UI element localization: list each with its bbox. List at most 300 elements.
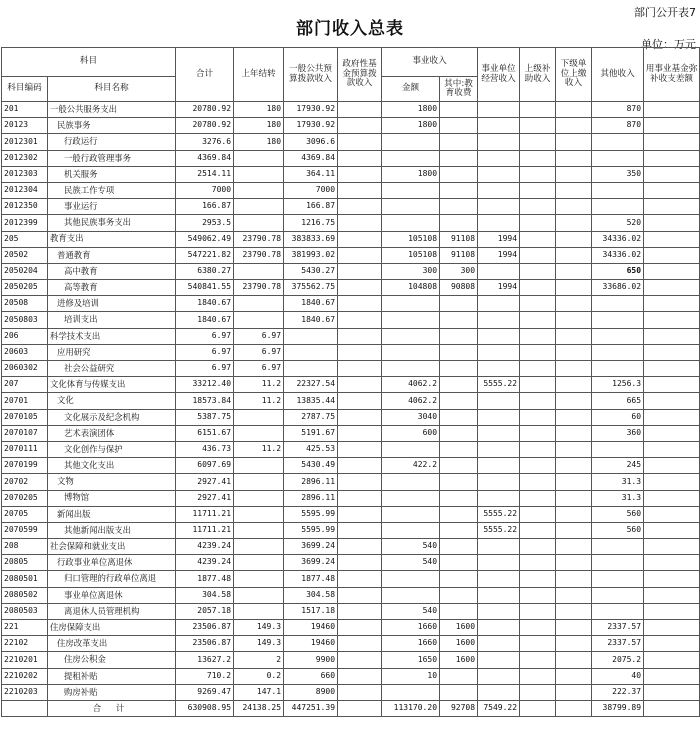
row-edu-fee: 1600 (440, 620, 478, 636)
row-name: 科学技术支出 (48, 328, 176, 344)
row-edu-fee: 90808 (440, 280, 478, 296)
header-lower-unit: 下级单位上缴收入 (556, 48, 592, 102)
row-higher-subsidy (520, 409, 556, 425)
row-fund-deficit (644, 231, 700, 247)
row-fund-deficit (644, 555, 700, 571)
row-gov-fund (338, 620, 382, 636)
row-amount: 540 (382, 539, 440, 555)
row-amount: 3040 (382, 409, 440, 425)
row-operating (478, 118, 520, 134)
row-code: 22102 (2, 636, 48, 652)
row-name: 归口管理的行政单位离退 (48, 571, 176, 587)
row-total: 1840.67 (176, 312, 234, 328)
row-amount: 600 (382, 425, 440, 441)
row-other (592, 571, 644, 587)
row-total: 23506.87 (176, 620, 234, 636)
row-operating (478, 458, 520, 474)
row-fund-deficit (644, 118, 700, 134)
row-general-budget: 4369.84 (284, 150, 338, 166)
row-higher-subsidy (520, 490, 556, 506)
row-gov-fund (338, 231, 382, 247)
row-operating (478, 425, 520, 441)
table-row (2, 458, 700, 474)
row-edu-fee (440, 458, 478, 474)
row-gov-fund (338, 118, 382, 134)
row-total: 166.87 (176, 199, 234, 215)
row-total: 2927.41 (176, 490, 234, 506)
row-amount (382, 134, 440, 150)
row-edu-fee (440, 668, 478, 684)
row-general-budget: 17930.92 (284, 118, 338, 134)
table-row (2, 296, 700, 312)
row-name: 住房改革支出 (48, 636, 176, 652)
row-operating (478, 652, 520, 668)
row-general-budget: 364.11 (284, 166, 338, 182)
table-row (2, 441, 700, 457)
row-lower-unit (556, 328, 592, 344)
totals-edu-fee: 92708 (440, 700, 478, 716)
row-higher-subsidy (520, 506, 556, 522)
row-total: 4239.24 (176, 539, 234, 555)
row-name: 普通教育 (48, 247, 176, 263)
row-name: 社会公益研究 (48, 361, 176, 377)
row-lower-unit (556, 361, 592, 377)
row-operating: 1994 (478, 280, 520, 296)
row-gov-fund (338, 344, 382, 360)
row-edu-fee (440, 441, 478, 457)
table-row (2, 652, 700, 668)
row-general-budget: 22327.54 (284, 377, 338, 393)
row-higher-subsidy (520, 571, 556, 587)
row-lower-unit (556, 247, 592, 263)
row-carryover (234, 409, 284, 425)
row-higher-subsidy (520, 684, 556, 700)
row-code: 2060302 (2, 361, 48, 377)
row-name: 购房补贴 (48, 684, 176, 700)
row-general-budget: 304.58 (284, 587, 338, 603)
totals-general-budget: 447251.39 (284, 700, 338, 716)
row-name: 住房保障支出 (48, 620, 176, 636)
row-operating (478, 393, 520, 409)
row-total: 7000 (176, 182, 234, 198)
row-edu-fee (440, 539, 478, 555)
row-gov-fund (338, 199, 382, 215)
table-row (2, 377, 700, 393)
row-carryover (234, 555, 284, 571)
row-code: 20123 (2, 118, 48, 134)
row-name: 教育支出 (48, 231, 176, 247)
table-reference: 部门公开表7 (634, 6, 696, 19)
row-lower-unit (556, 182, 592, 198)
row-carryover: 6.97 (234, 328, 284, 344)
row-code: 2070105 (2, 409, 48, 425)
row-carryover: 149.3 (234, 620, 284, 636)
row-gov-fund (338, 458, 382, 474)
row-operating (478, 199, 520, 215)
row-fund-deficit (644, 361, 700, 377)
row-higher-subsidy (520, 166, 556, 182)
header-business-income: 事业收入 (382, 48, 478, 77)
row-other: 650 (592, 263, 644, 279)
header-name: 科目名称 (48, 77, 176, 102)
table-row (2, 280, 700, 296)
row-carryover: 23790.78 (234, 231, 284, 247)
row-carryover (234, 539, 284, 555)
row-name: 民族工作专项 (48, 182, 176, 198)
row-lower-unit (556, 522, 592, 538)
row-operating: 1994 (478, 231, 520, 247)
row-lower-unit (556, 377, 592, 393)
row-fund-deficit (644, 620, 700, 636)
row-carryover: 180 (234, 118, 284, 134)
row-code: 206 (2, 328, 48, 344)
row-name: 文化 (48, 393, 176, 409)
row-other (592, 312, 644, 328)
row-gov-fund (338, 296, 382, 312)
row-fund-deficit (644, 328, 700, 344)
row-total: 6.97 (176, 328, 234, 344)
row-edu-fee (440, 361, 478, 377)
row-other (592, 539, 644, 555)
row-fund-deficit (644, 102, 700, 118)
row-general-budget: 2896.11 (284, 474, 338, 490)
row-operating (478, 603, 520, 619)
row-amount (382, 490, 440, 506)
totals-other: 38799.89 (592, 700, 644, 716)
row-carryover (234, 425, 284, 441)
row-fund-deficit (644, 199, 700, 215)
row-gov-fund (338, 684, 382, 700)
table-row (2, 506, 700, 522)
row-total: 6.97 (176, 361, 234, 377)
row-higher-subsidy (520, 555, 556, 571)
table-row (2, 215, 700, 231)
row-total: 33212.40 (176, 377, 234, 393)
row-general-budget: 383833.69 (284, 231, 338, 247)
row-gov-fund (338, 166, 382, 182)
row-amount: 4062.2 (382, 393, 440, 409)
row-higher-subsidy (520, 263, 556, 279)
row-general-budget: 5595.99 (284, 522, 338, 538)
row-edu-fee (440, 571, 478, 587)
row-higher-subsidy (520, 312, 556, 328)
row-name: 住房公积金 (48, 652, 176, 668)
row-fund-deficit (644, 182, 700, 198)
row-higher-subsidy (520, 425, 556, 441)
totals-total: 630908.95 (176, 700, 234, 716)
row-fund-deficit (644, 539, 700, 555)
row-gov-fund (338, 571, 382, 587)
row-other (592, 587, 644, 603)
row-lower-unit (556, 199, 592, 215)
row-name: 艺术表演团体 (48, 425, 176, 441)
row-name: 一般行政管理事务 (48, 150, 176, 166)
row-gov-fund (338, 182, 382, 198)
row-name: 社会保障和就业支出 (48, 539, 176, 555)
row-code: 2070205 (2, 490, 48, 506)
row-carryover: 6.97 (234, 344, 284, 360)
row-total: 6151.67 (176, 425, 234, 441)
row-higher-subsidy (520, 247, 556, 263)
row-lower-unit (556, 539, 592, 555)
row-lower-unit (556, 150, 592, 166)
table-row (2, 620, 700, 636)
row-general-budget: 2896.11 (284, 490, 338, 506)
row-gov-fund (338, 490, 382, 506)
header-edu-fee: 其中:教育收费 (440, 77, 478, 102)
row-general-budget: 17930.92 (284, 102, 338, 118)
row-fund-deficit (644, 312, 700, 328)
row-fund-deficit (644, 587, 700, 603)
row-amount: 1660 (382, 636, 440, 652)
table-row (2, 134, 700, 150)
row-fund-deficit (644, 425, 700, 441)
row-other (592, 344, 644, 360)
row-carryover (234, 312, 284, 328)
row-fund-deficit (644, 344, 700, 360)
row-amount (382, 522, 440, 538)
row-general-budget: 5430.49 (284, 458, 338, 474)
row-other: 1256.3 (592, 377, 644, 393)
row-general-budget: 5191.67 (284, 425, 338, 441)
table-row (2, 182, 700, 198)
row-gov-fund (338, 539, 382, 555)
table-row (2, 636, 700, 652)
row-higher-subsidy (520, 377, 556, 393)
row-carryover: 149.3 (234, 636, 284, 652)
row-name: 事业运行 (48, 199, 176, 215)
row-other: 350 (592, 166, 644, 182)
page-title: 部门收入总表 (296, 19, 404, 39)
row-general-budget: 381993.02 (284, 247, 338, 263)
row-name: 进修及培训 (48, 296, 176, 312)
row-amount (382, 215, 440, 231)
row-gov-fund (338, 668, 382, 684)
unit-label: 单位：万元 (641, 38, 696, 51)
table-row (2, 247, 700, 263)
row-carryover (234, 263, 284, 279)
table-row (2, 199, 700, 215)
row-edu-fee: 300 (440, 263, 478, 279)
row-higher-subsidy (520, 539, 556, 555)
row-lower-unit (556, 684, 592, 700)
row-total: 11711.21 (176, 522, 234, 538)
table-row (2, 393, 700, 409)
row-operating (478, 312, 520, 328)
row-other: 34336.02 (592, 247, 644, 263)
header-fund-deficit: 用事业基金弥补收支差额 (644, 48, 700, 102)
row-amount (382, 312, 440, 328)
table-row (2, 361, 700, 377)
row-fund-deficit (644, 684, 700, 700)
header-gov-fund: 政府性基金预算拨款收入 (338, 48, 382, 102)
row-carryover: 0.2 (234, 668, 284, 684)
row-total: 20780.92 (176, 118, 234, 134)
row-edu-fee (440, 102, 478, 118)
row-other: 870 (592, 102, 644, 118)
row-total: 5387.75 (176, 409, 234, 425)
row-amount: 4062.2 (382, 377, 440, 393)
row-other: 222.37 (592, 684, 644, 700)
row-code: 20701 (2, 393, 48, 409)
table-row (2, 522, 700, 538)
row-edu-fee (440, 603, 478, 619)
row-gov-fund (338, 312, 382, 328)
row-code: 2080501 (2, 571, 48, 587)
row-higher-subsidy (520, 587, 556, 603)
row-fund-deficit (644, 490, 700, 506)
row-carryover (234, 150, 284, 166)
row-carryover (234, 199, 284, 215)
row-general-budget: 3096.6 (284, 134, 338, 150)
row-total: 2514.11 (176, 166, 234, 182)
row-code: 2070107 (2, 425, 48, 441)
row-amount (382, 441, 440, 457)
table-row (2, 539, 700, 555)
row-edu-fee (440, 393, 478, 409)
row-name: 行政运行 (48, 134, 176, 150)
row-operating (478, 555, 520, 571)
row-operating (478, 182, 520, 198)
row-operating (478, 361, 520, 377)
row-carryover (234, 490, 284, 506)
row-fund-deficit (644, 458, 700, 474)
row-general-budget: 5430.27 (284, 263, 338, 279)
row-total: 540841.55 (176, 280, 234, 296)
row-total: 2927.41 (176, 474, 234, 490)
row-total: 6380.27 (176, 263, 234, 279)
row-other: 560 (592, 522, 644, 538)
row-higher-subsidy (520, 182, 556, 198)
row-carryover (234, 603, 284, 619)
header-code: 科目编码 (2, 77, 48, 102)
header-row-1 (2, 48, 700, 77)
row-carryover: 11.2 (234, 441, 284, 457)
row-total: 304.58 (176, 587, 234, 603)
row-lower-unit (556, 652, 592, 668)
table-row (2, 409, 700, 425)
row-higher-subsidy (520, 620, 556, 636)
row-total: 2953.5 (176, 215, 234, 231)
row-gov-fund (338, 555, 382, 571)
row-higher-subsidy (520, 474, 556, 490)
row-code: 2070199 (2, 458, 48, 474)
row-name: 高中教育 (48, 263, 176, 279)
row-code: 205 (2, 231, 48, 247)
row-gov-fund (338, 506, 382, 522)
row-code: 2050205 (2, 280, 48, 296)
row-gov-fund (338, 636, 382, 652)
row-amount (382, 587, 440, 603)
row-other (592, 199, 644, 215)
row-amount (382, 344, 440, 360)
row-other: 31.3 (592, 474, 644, 490)
row-code: 2012350 (2, 199, 48, 215)
row-other (592, 150, 644, 166)
row-fund-deficit (644, 134, 700, 150)
table-row (2, 490, 700, 506)
row-other: 245 (592, 458, 644, 474)
row-operating (478, 328, 520, 344)
row-lower-unit (556, 166, 592, 182)
totals-lower-unit (556, 700, 592, 716)
row-higher-subsidy (520, 393, 556, 409)
row-code: 20702 (2, 474, 48, 490)
row-lower-unit (556, 603, 592, 619)
row-operating (478, 620, 520, 636)
row-operating (478, 636, 520, 652)
row-name: 文化体育与传媒支出 (48, 377, 176, 393)
row-gov-fund (338, 409, 382, 425)
row-fund-deficit (644, 150, 700, 166)
row-carryover (234, 587, 284, 603)
table-row (2, 312, 700, 328)
row-general-budget: 9900 (284, 652, 338, 668)
row-operating (478, 684, 520, 700)
row-lower-unit (556, 506, 592, 522)
row-name: 文化展示及纪念机构 (48, 409, 176, 425)
table-row (2, 555, 700, 571)
row-fund-deficit (644, 296, 700, 312)
row-fund-deficit (644, 522, 700, 538)
row-other: 2075.2 (592, 652, 644, 668)
row-code: 2210202 (2, 668, 48, 684)
row-amount: 1800 (382, 166, 440, 182)
row-other (592, 296, 644, 312)
totals-gov-fund (338, 700, 382, 716)
table-row (2, 102, 700, 118)
row-total: 1840.67 (176, 296, 234, 312)
row-lower-unit (556, 280, 592, 296)
row-operating (478, 441, 520, 457)
row-carryover: 11.2 (234, 393, 284, 409)
row-higher-subsidy (520, 134, 556, 150)
row-amount (382, 361, 440, 377)
totals-operating: 7549.22 (478, 700, 520, 716)
row-lower-unit (556, 393, 592, 409)
row-operating (478, 263, 520, 279)
row-gov-fund (338, 361, 382, 377)
row-carryover (234, 506, 284, 522)
row-carryover (234, 166, 284, 182)
row-lower-unit (556, 425, 592, 441)
row-fund-deficit (644, 280, 700, 296)
row-gov-fund (338, 587, 382, 603)
row-fund-deficit (644, 474, 700, 490)
row-higher-subsidy (520, 636, 556, 652)
row-lower-unit (556, 636, 592, 652)
row-general-budget: 3699.24 (284, 555, 338, 571)
row-general-budget: 166.87 (284, 199, 338, 215)
row-amount: 1800 (382, 118, 440, 134)
row-lower-unit (556, 620, 592, 636)
row-total: 13627.2 (176, 652, 234, 668)
row-gov-fund (338, 425, 382, 441)
row-code: 2070111 (2, 441, 48, 457)
table-row (2, 571, 700, 587)
row-other (592, 328, 644, 344)
row-higher-subsidy (520, 231, 556, 247)
row-code: 20508 (2, 296, 48, 312)
row-higher-subsidy (520, 199, 556, 215)
row-amount: 1660 (382, 620, 440, 636)
row-carryover (234, 474, 284, 490)
row-amount: 1650 (382, 652, 440, 668)
row-other: 40 (592, 668, 644, 684)
row-edu-fee (440, 555, 478, 571)
row-edu-fee (440, 474, 478, 490)
row-edu-fee (440, 684, 478, 700)
